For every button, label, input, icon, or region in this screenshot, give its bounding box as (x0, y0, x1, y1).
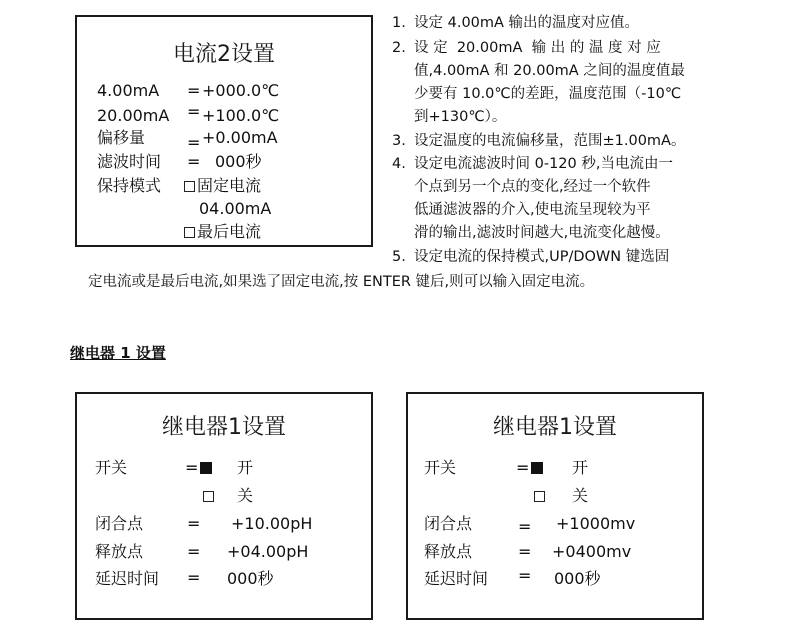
relay-ph-off-label: 关 (237, 486, 254, 505)
current2-settings-panel (75, 15, 373, 247)
relay-ph-release-label: 释放点 (95, 542, 144, 561)
fixed-current-value: 04.00mA (199, 199, 272, 218)
on-selected-icon (200, 462, 212, 474)
off-checkbox-icon (534, 491, 545, 502)
on-selected-icon (531, 462, 543, 474)
relay-ph-release-eq: = (187, 542, 201, 561)
off-checkbox-icon (203, 491, 214, 502)
row-offset-label: 偏移量 (97, 128, 146, 147)
note-3: 3. 设定温度的电流偏移量，范围±1.00mA。 (392, 133, 686, 149)
relay-mv-release-value: +0400mv (552, 542, 632, 561)
relay-ph-delay-eq: = (187, 568, 201, 587)
relay-ph-close-eq: = (187, 514, 201, 533)
row-filter-eq: = (187, 152, 201, 171)
row-offset-eq: = (187, 133, 201, 152)
relay-mv-release-label: 释放点 (424, 542, 473, 561)
relay-ph-delay-label: 延迟时间 (95, 569, 160, 588)
row-20ma-label: 20.00mA (97, 106, 170, 125)
relay-ph-on-label: 开 (237, 458, 254, 477)
row-20ma-value: +100.0℃ (202, 106, 280, 125)
relay-mv-delay-eq: = (518, 566, 532, 585)
relay-mv-panel (406, 392, 704, 620)
relay-mv-delay-label: 延迟时间 (424, 569, 489, 588)
row-20ma-eq: = (187, 102, 201, 121)
row-offset-value: +0.00mA (202, 128, 278, 147)
note-1: 1. 设定 4.00mA 输出的温度对应值。 (392, 15, 640, 31)
note-2: 2. 设 定 20.00mA 输 出 的 温 度 对 应 值,4.00mA 和 20.00mA 之间的温度值最 少要有 10.0℃的差距，温度范围（-10℃ 到+130℃）。 (392, 40, 685, 125)
relay-ph-title: 继电器1设置 (162, 415, 286, 440)
hold-option-fixed (184, 176, 261, 196)
relay-mv-delay-value: 000秒 (554, 569, 601, 588)
hold-option-last-label: 最后电流 (197, 222, 262, 241)
relay1-section-heading: 继电器 1 设置 (70, 344, 166, 362)
note-4: 4. 设定电流滤波时间 0-120 秒,当电流由一 个点到另一个点的变化,经过一个软件 低通滤波器的介入,使电流呈现较为平 滑的输出,滤波时间越大,电流变化越慢。 (392, 156, 673, 241)
hold-option-fixed-label: 固定电流 (197, 176, 262, 195)
row-4ma-label: 4.00mA (97, 81, 160, 100)
relay-mv-close-value: +1000mv (556, 514, 636, 533)
relay-ph-close-label: 闭合点 (95, 514, 144, 533)
row-4ma-eq: = (187, 81, 201, 100)
relay-ph-delay-value: 000秒 (227, 569, 274, 588)
row-4ma-value: +000.0℃ (202, 81, 280, 100)
relay-ph-switch-on: = (185, 458, 212, 478)
relay-mv-title: 继电器1设置 (493, 415, 617, 440)
relay-ph-panel (75, 392, 373, 620)
fixed-checkbox-icon (184, 181, 195, 192)
relay-mv-close-label: 闭合点 (424, 514, 473, 533)
relay-mv-switch-off (534, 486, 547, 506)
relay-mv-close-eq: = (518, 517, 532, 536)
note-5: 5. 设定电流的保持模式,UP/DOWN 键选固 (392, 249, 670, 265)
row-filter-label: 滤波时间 (97, 152, 162, 171)
note-5-continuation: 定电流或是最后电流,如果选了固定电流,按 ENTER 键后,则可以输入固定电流。 (88, 274, 595, 290)
relay-ph-switch-label: 开关 (95, 458, 128, 477)
current2-title: 电流2设置 (173, 42, 275, 67)
relay-mv-on-label: 开 (572, 458, 589, 477)
row-filter-value: 000秒 (215, 152, 262, 171)
relay-ph-release-value: +04.00pH (227, 542, 309, 561)
relay-ph-close-value: +10.00pH (231, 514, 313, 533)
relay-mv-off-label: 关 (572, 486, 589, 505)
row-hold-label: 保持模式 (97, 176, 162, 195)
last-checkbox-icon (184, 227, 195, 238)
relay-ph-switch-off (203, 486, 216, 506)
hold-option-last (184, 222, 261, 242)
relay-mv-switch-on: = (516, 458, 543, 478)
relay-mv-release-eq: = (518, 542, 532, 561)
relay-mv-switch-label: 开关 (424, 458, 457, 477)
